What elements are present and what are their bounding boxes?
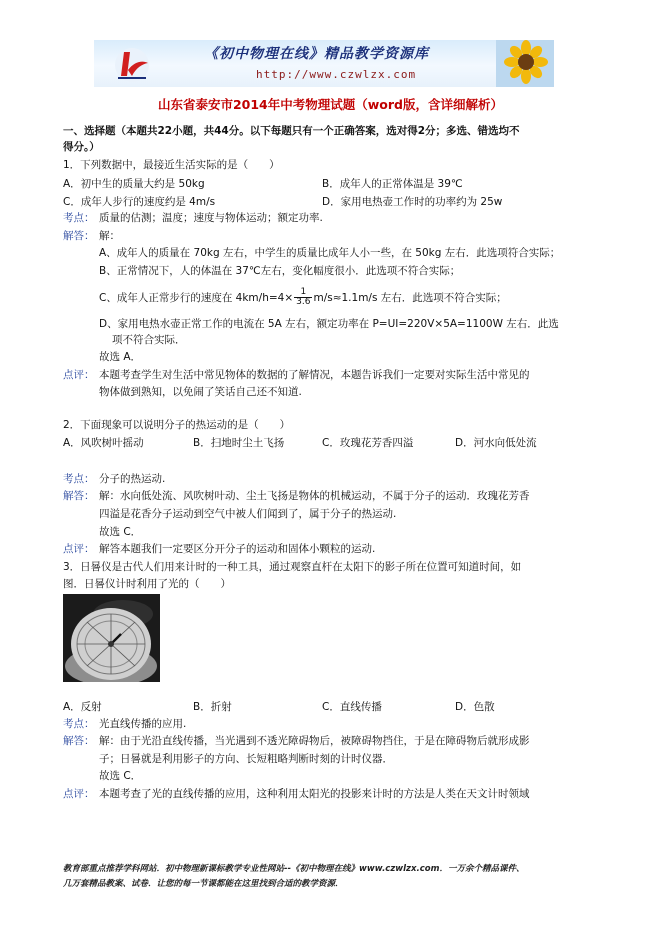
q3-stem-line-2: 图．日晷仪计时利用了光的（ ） (63, 578, 231, 590)
q3-jieda-label: 解答： (63, 735, 95, 747)
q1-fraction-numerator: 1 (294, 288, 312, 298)
q3-stem-line-1: 3．日晷仪是古代人们用来计时的一种工具，通过观察直杆在太阳下的影子所在位置可知道时间，如 (63, 561, 522, 573)
q1-fraction (294, 288, 312, 308)
q3-choice: 故选 C． (99, 770, 142, 782)
q2-option-b: B．扫地时尘土飞扬 (193, 437, 285, 449)
q1-option-b: B．成年人的正常体温是 39℃ (322, 178, 463, 190)
q1-fraction-denominator: 3.6 (296, 297, 311, 308)
site-logo-icon (112, 46, 152, 84)
q1-answer-c-post: m/s≈1.1m/s 左右．此选项不符合实际； (313, 291, 507, 304)
banner-url[interactable]: http://www.czwlzx.com (256, 68, 417, 81)
banner-title: 《初中物理在线》精品教学资源库 (204, 46, 429, 62)
q2-option-a: A．风吹树叶摇动 (63, 437, 144, 449)
q1-comment-line-1: 本题考查学生对生活中常见物体的数据的了解情况，本题告诉我们一定要对实际生活中常见的 (99, 369, 530, 381)
q1-answer-d-line-1: D、家用电热水壶正常工作的电流在 5A 左右，额定功率在 P=UI=220V×5A=1100W 左右．此选 (99, 318, 559, 330)
q2-choice: 故选 C． (99, 526, 142, 538)
q2-answer-line-1: 解：水向低处流、风吹树叶动、尘土飞扬是物体的机械运动，不属于分子的运动．玫瑰花芳香 (99, 490, 530, 502)
section-header-line-1: 一、选择题（本题共22小题，共44分。以下每题只有一个正确答案，选对得2分；多选、错选均不 (63, 125, 520, 137)
q1-option-a: A．初中生的质量大约是 50kg (63, 178, 205, 190)
q1-answer-d-line-2: 项不符合实际． (112, 334, 186, 346)
q3-option-d: D．色散 (455, 701, 495, 713)
q1-jieda-label: 解答： (63, 230, 95, 242)
q1-dianping-label: 点评： (63, 369, 95, 381)
q2-dianping-label: 点评： (63, 543, 95, 555)
q3-option-a: A．反射 (63, 701, 102, 713)
q1-answer-c-pre: C、成年人正常步行的速度在 4km/h=4× (99, 291, 294, 304)
q3-answer-line-2: 子；日晷就是利用影子的方向、长短粗略判断时刻的计时仪器． (99, 753, 393, 765)
q1-option-d: D．家用电热壶工作时的功率约为 25w (322, 196, 503, 208)
q2-option-d: D．河水向低处流 (455, 437, 537, 449)
q1-answer-b: B、正常情况下，人的体温在 37℃左右，变化幅度很小．此选项不符合实际； (99, 265, 461, 277)
q3-kaodian-label: 考点： (63, 718, 95, 730)
q1-option-c: C．成年人步行的速度约是 4m/s (63, 196, 216, 208)
q2-jieda-label: 解答： (63, 490, 95, 502)
footer-line-2: 几万套精品教案、试卷．让您的每一节课都能在这里找到合适的教学资源． (63, 878, 344, 889)
footer-line-1: 教育部重点推荐学科网站．初中物理新课标教学专业性网站--《初中物理在线》www.czwlzx.com．一万余个精品课件、 (63, 864, 525, 874)
q1-answer-c (99, 288, 507, 308)
q2-answer-line-2: 四溢是花香分子运动到空气中被人们闻到了，属于分子的热运动. (99, 508, 397, 520)
q2-kaodian-label: 考点： (63, 473, 95, 485)
q3-option-b: B．折射 (193, 701, 232, 713)
q1-comment-line-2: 物体做到熟知，以免闹了笑话自己还不知道. (99, 386, 302, 398)
q2-option-c: C．玫瑰花芳香四溢 (322, 437, 414, 449)
q1-stem: 1．下列数据中，最接近生活实际的是（ ） (63, 159, 280, 171)
q1-answer-intro: 解： (99, 230, 120, 242)
q3-kaodian-text: 光直线传播的应用. (99, 718, 187, 730)
q1-kaodian-label: 考点： (63, 212, 95, 224)
page-footer (63, 862, 623, 892)
q1-answer-a: A、成年人的质量在 70kg 左右，中学生的质量比成年人小一些，在 50kg 左右．此选项符合实际； (99, 247, 561, 259)
q1-choice: 故选 A． (99, 351, 142, 363)
q2-stem: 2．下面现象可以说明分子的热运动的是（ ） (63, 419, 291, 431)
sundial-icon (63, 594, 160, 682)
section-header-line-2: 得分。） (63, 141, 100, 153)
q3-dianping-label: 点评： (63, 788, 95, 800)
q3-option-c: C．直线传播 (322, 701, 382, 713)
q2-comment: 解答本题我们一定要区分开分子的运动和固体小颗粒的运动. (99, 543, 376, 555)
header-banner (94, 40, 554, 87)
document-title: 山东省泰安市2014年中考物理试题（word版，含详细解析） (157, 97, 504, 112)
q1-kaodian-text: 质量的估测；温度；速度与物体运动；额定功率. (99, 212, 323, 224)
q3-answer-line-1: 解：由于光沿直线传播，当光遇到不透光障碍物后，被障碍物挡住，于是在障碍物后就形成影 (99, 735, 530, 747)
q3-comment: 本题考查了光的直线传播的应用，这种利用太阳光的投影来计时的方法是人类在天文计时领域 (99, 788, 530, 800)
q2-kaodian-text: 分子的热运动. (99, 473, 166, 485)
sunflower-icon (496, 40, 554, 87)
sundial-photo (63, 594, 160, 682)
